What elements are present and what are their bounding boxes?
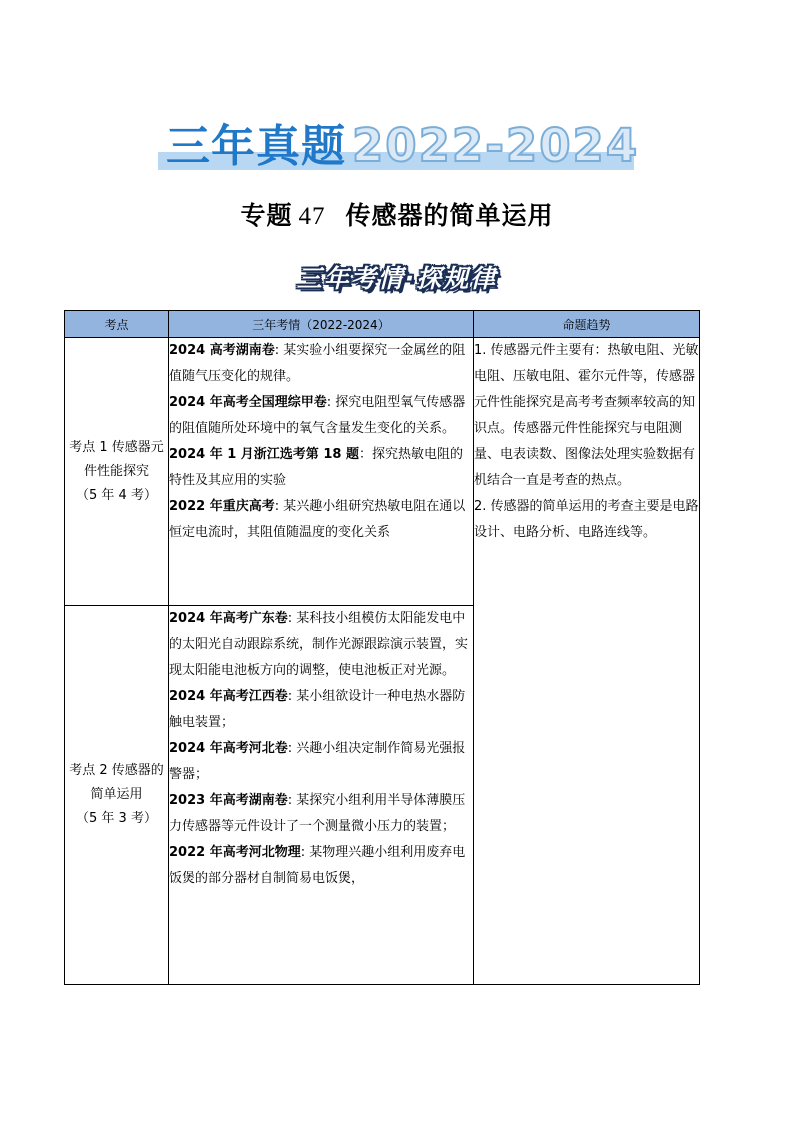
exam-entry xyxy=(169,736,473,788)
banner xyxy=(158,118,638,180)
entry-text: : 兴趣小组决定制作简易光强报警器； xyxy=(169,741,466,782)
exam-entry xyxy=(169,494,473,546)
banner-title-cn: 三年真题 xyxy=(166,121,346,172)
header-trend: 命题趋势 xyxy=(474,311,700,338)
entry-source: 2024 年高考全国理综甲卷 xyxy=(169,395,327,410)
topic-title xyxy=(0,196,794,232)
entry-text: : 某物理兴趣小组利用废弃电饭煲的部分器材自制简易电饭煲， xyxy=(169,845,466,886)
exam-entries-cell xyxy=(169,606,474,985)
exam-entry xyxy=(169,390,473,442)
entry-source: 2023 年高考湖南卷 xyxy=(169,793,288,808)
banner-title-year: 2022-2024 xyxy=(352,119,640,172)
banner-title xyxy=(166,118,639,184)
entry-text: : 某兴趣小组研究热敏电阻在通以恒定电流时，其阻值随温度的变化关系 xyxy=(169,499,466,540)
exam-entry xyxy=(169,840,473,892)
entry-text: : 某实验小组要探究一金属丝的阻值随气压变化的规律。 xyxy=(169,343,466,384)
table-header-row xyxy=(65,311,700,338)
trend-cell xyxy=(474,338,700,985)
exam-point-cell xyxy=(65,338,169,606)
exam-analysis-table xyxy=(64,310,700,985)
entry-source: 2024 年高考江西卷 xyxy=(169,689,288,704)
exam-entry xyxy=(169,338,473,390)
entry-source: 2022 年高考河北物理 xyxy=(169,845,301,860)
exam-entry xyxy=(169,788,473,840)
entry-source: 2024 年高考广东卷 xyxy=(169,611,288,626)
entry-text: : 某探究小组利用半导体薄膜压力传感器等元件设计了一个测量微小压力的装置； xyxy=(169,793,466,834)
entry-text: : 某科技小组模仿太阳能发电中的太阳光自动跟踪系统，制作光源跟踪演示装置，实现太阳能电池板方向的调整，使电池板正对光源。 xyxy=(169,611,469,678)
entry-source: 2024 高考湖南卷 xyxy=(169,343,275,358)
entry-source: 2024 年 1 月浙江选考第 18 题 xyxy=(169,447,359,462)
exam-point-cell xyxy=(65,606,169,985)
exam-point-count: （5 年 4 考） xyxy=(76,487,157,503)
exam-point-label: 考点 2 传感器的简单运用 xyxy=(69,763,164,802)
exam-point-label: 考点 1 传感器元件性能探究 xyxy=(69,439,164,479)
entry-source: 2024 年高考河北卷 xyxy=(169,741,288,756)
topic-number: 47 xyxy=(298,203,326,230)
exam-entry xyxy=(169,684,473,736)
topic-name: 传感器的简单运用 xyxy=(345,201,554,230)
header-three-year-situation: 三年考情（2022-2024） xyxy=(169,311,474,338)
entry-source: 2022 年重庆高考 xyxy=(169,499,275,514)
trend-item: 1. 传感器元件主要有：热敏电阻、光敏电阻、压敏电阻、霍尔元件等，传感器元件性能探究是高考考查频率较高的知识点。传感器元件性能探究与电阻测量、电表读数、图像法处理实验数据有机结合一直是考查的热点。 xyxy=(474,343,699,488)
exam-point-count: （5 年 3 考） xyxy=(76,811,157,826)
trend-item: 2. 传感器的简单运用的考查主要是电路设计、电路分析、电路连线等。 xyxy=(474,499,699,540)
entry-text: ：探究热敏电阻的特性及其应用的实验 xyxy=(169,447,463,488)
exam-entries-cell xyxy=(169,338,474,606)
exam-entry xyxy=(169,606,473,684)
topic-prefix: 专题 xyxy=(240,201,293,230)
section-subtitle: 三年考情·探规律 xyxy=(296,264,498,293)
entry-text: : 探究电阻型氧气传感器的阻值随所处环境中的氧气含量发生变化的关系。 xyxy=(169,395,466,436)
exam-entry xyxy=(169,442,473,494)
table-row xyxy=(65,338,700,606)
header-exam-point: 考点 xyxy=(65,311,169,338)
entry-text: : 某小组欲设计一种电热水器防触电装置； xyxy=(169,689,466,730)
